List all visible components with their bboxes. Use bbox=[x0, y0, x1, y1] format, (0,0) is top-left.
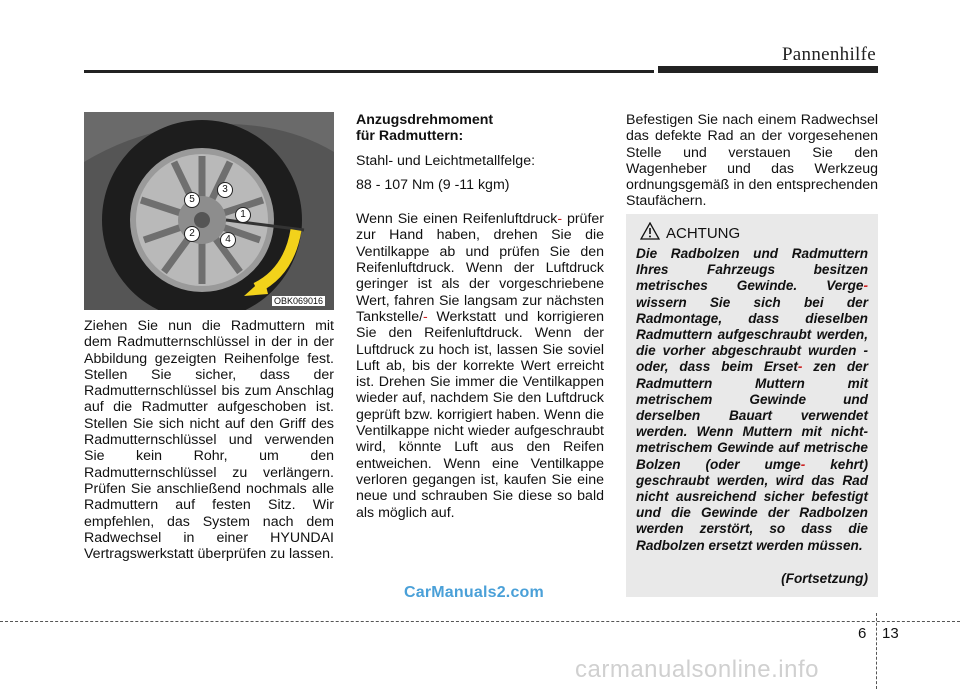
tire-pressure-paragraph: Wenn Sie einen Reifenluftdruck- prüfer zur Hand haben, drehen Sie die Ventilkappe ab und prüfen Sie den Reifenluftdruck. Wenn der Luftdruck geringer ist als der vorgeschriebene Wert, fahren Sie langsam zur nächsten Tankstelle/- Werkstatt und korrigieren Sie den Reifenluftdruck. Wenn der Luftdruck zu hoch ist, lassen Sie soviel Luft ab, bis der korrekte Wert erreicht ist. Drehen Sie immer die Ventilkappen wieder auf, nachdem Sie den Luftdruck geprüft bzw. korrigiert haben. Wenn die Ventilkappe nicht wieder aufgeschraubt wird, könnte Luft aus den Reifen entweichen. Wenn eine Ventilkappe verloren gegangen ist, kaufen Sie eine neue und schrauben Sie diese so bald als möglich auf. bbox=[356, 211, 604, 521]
watermark-carmanualsonline[interactable]: carmanualsonline.info bbox=[575, 656, 819, 683]
column-1 bbox=[84, 318, 334, 562]
bolt-number-2: 2 bbox=[184, 226, 200, 242]
column-3 bbox=[626, 112, 878, 210]
torque-heading-line1: Anzugsdrehmoment bbox=[356, 112, 494, 128]
figure-code: OBK069016 bbox=[274, 296, 324, 306]
torque-value: 88 - 107 Nm (9 -11 kgm) bbox=[356, 176, 510, 193]
col3-paragraph: Befestigen Sie nach einem Radwechsel das defekte Rad an der vorgesehenen Stelle und verstauen Sie den Wagenheber und das Werkzeug ordnungsgemäß in den entsprechenden Staufächern. bbox=[626, 112, 878, 210]
col1-paragraph: Ziehen Sie nun die Radmuttern mit dem Radmutternschlüssel in der in der Abbildung gezeigten Reihenfolge fest. Stellen Sie sicher, dass der Radmutternschlüssel bis zum Anschlag auf die Radmutter aufgeschoben ist. Stellen Sie sich nicht auf den Griff des Radmutternschlüssel und verwenden Sie kein Rohr, um den Radmutternschlüssel zu verlängern. Prüfen Sie anschließend nochmals alle Radmuttern auf festen Sitz. Wir empfehlen, das System nach dem Radwechsel in einer HYUNDAI Vertragswerkstatt überprüfen zu lassen. bbox=[84, 318, 334, 563]
wheel-figure bbox=[84, 112, 334, 310]
warning-text: Die Radbolzen und Radmuttern Ihres Fahrzeugs besitzen metrisches Gewinde. Verge- wissern Sie sich bei der Radmontage, dass dieselben Radmuttern aufgeschraubt werden, die vorher abgeschraubt wurden - oder, dass beim Erset- zen der Radmuttern Muttern mit metrischem Gewinde und derselben Bauart verwendet werden. Wenn Muttern mit nicht-metrischem Gewinde auf metrische Bolzen (oder umge- kehrt) geschraubt werden, wird das Rad nicht ausreichend sicher befestigt und die Gewinde der Radbolzen werden zerstört, so dass die Radbolzen ersetzt werden müssen. bbox=[636, 246, 869, 553]
header-rule-thick bbox=[658, 66, 878, 73]
bolt-number-1: 1 bbox=[235, 207, 251, 223]
watermark-carmanuals2[interactable]: CarManuals2.com bbox=[404, 584, 544, 601]
chapter-number: 6 bbox=[858, 625, 867, 642]
page-number: 13 bbox=[882, 625, 899, 642]
torque-heading-line2: für Radmuttern: bbox=[356, 128, 464, 145]
column-2 bbox=[356, 112, 604, 521]
header-rule-thin bbox=[84, 70, 654, 73]
section-title: Pannenhilfe bbox=[781, 44, 876, 65]
bolt-number-4: 4 bbox=[220, 232, 236, 248]
warning-triangle-icon bbox=[640, 222, 660, 245]
warning-box bbox=[626, 214, 878, 597]
bolt-number-3: 3 bbox=[217, 182, 233, 198]
page-divider bbox=[876, 613, 877, 689]
bolt-number-5: 5 bbox=[184, 192, 200, 208]
continued-note: (Fortsetzung) bbox=[781, 571, 868, 586]
warning-label: ACHTUNG bbox=[666, 225, 741, 242]
rim-type: Stahl- und Leichtmetallfelge: bbox=[356, 152, 536, 169]
footer-rule bbox=[0, 621, 960, 622]
